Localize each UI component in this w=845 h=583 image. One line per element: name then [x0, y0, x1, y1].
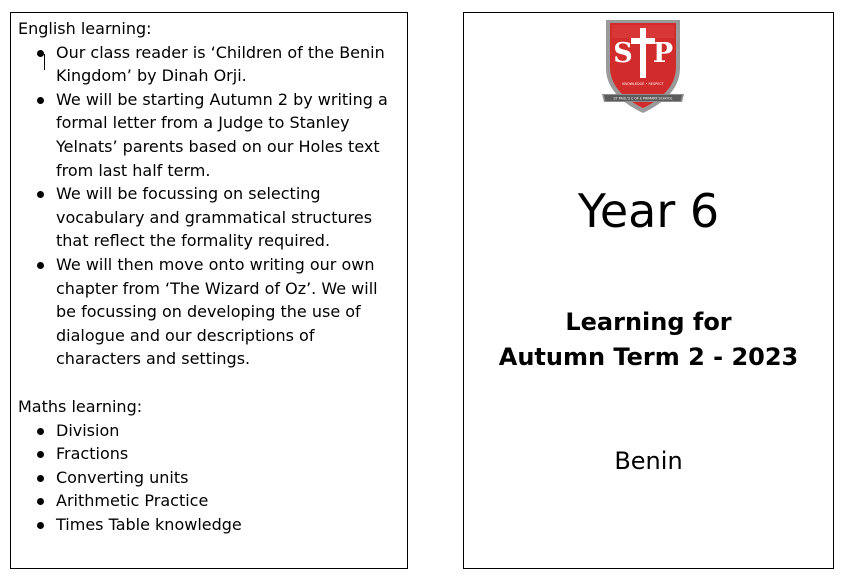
- list-item: Arithmetic Practice: [56, 489, 401, 513]
- list-item: Times Table knowledge: [56, 513, 401, 537]
- maths-learning-heading: Maths learning:: [18, 396, 143, 416]
- list-item: Division: [56, 419, 401, 443]
- cover-panel: [463, 12, 834, 569]
- crest-motto: KNOWLEDGE • RESPECT: [622, 82, 664, 86]
- crest-cross-vertical: [640, 28, 646, 78]
- list-item: We will be focussing on selecting vocabulary and grammatical structures that reflect the formality required.: [56, 182, 401, 253]
- english-learning-heading: English learning:: [18, 19, 152, 38]
- learning-term-title: [464, 305, 833, 375]
- list-item: We will be starting Autumn 2 by writing a formal letter from a Judge to Stanley Yelnats’ parents based on our Holes text from last half term.: [56, 88, 401, 182]
- class-name: Benin: [614, 447, 683, 475]
- crest-cross-horizontal: [631, 38, 655, 44]
- text-cursor: [44, 54, 45, 70]
- crest-letter-s: S: [613, 38, 633, 69]
- learning-line-2: Autumn Term 2 - 2023: [498, 343, 799, 371]
- learning-line-1: Learning for: [565, 308, 732, 336]
- year-title: Year 6: [577, 184, 720, 238]
- english-maths-panel: [10, 12, 408, 569]
- list-item: Fractions: [56, 442, 401, 466]
- crest-letter-p: P: [652, 38, 674, 69]
- list-item: We will then move onto writing our own chapter from ‘The Wizard of Oz’. We will be focussing on developing the use of dialogue and our descriptions of characters and settings.: [56, 253, 401, 371]
- list-item: Our class reader is ‘Children of the Benin Kingdom’ by Dinah Orji.: [56, 41, 401, 88]
- maths-learning-list: [18, 419, 401, 537]
- crest-banner-text: ST PAUL'S C OF E PRIMARY SCHOOL: [613, 96, 673, 101]
- school-crest-logo: [600, 16, 686, 116]
- english-learning-list: [18, 41, 401, 371]
- section-spacer: [18, 371, 401, 395]
- list-item: Converting units: [56, 466, 401, 490]
